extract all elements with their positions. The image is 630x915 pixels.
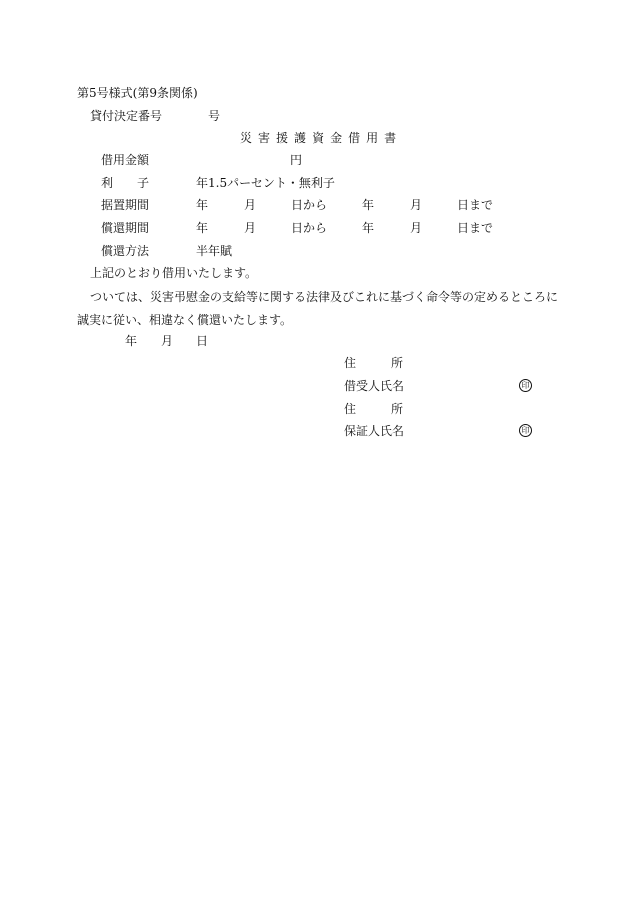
title-char: 書 bbox=[384, 131, 397, 145]
body-line-3: 誠実に従い、相違なく償還いたします。 bbox=[77, 313, 293, 327]
repayment-method-value: 半年賦 bbox=[196, 244, 233, 258]
date-year: 年 bbox=[125, 334, 138, 348]
title-char: 金 bbox=[330, 131, 343, 145]
body-line-1: 上記のとおり借用いたします。 bbox=[90, 266, 258, 280]
borrower-address-label-b: 所 bbox=[391, 356, 404, 370]
repayment-day-until: 日まで bbox=[457, 221, 494, 235]
loan-number-suffix: 号 bbox=[208, 109, 221, 123]
title-char: 援 bbox=[276, 131, 289, 145]
guarantor-address-label-b: 所 bbox=[391, 402, 404, 416]
borrower-seal-icon: 印 bbox=[519, 379, 532, 392]
deferment-year-2: 年 bbox=[362, 198, 375, 212]
title-char: 借 bbox=[348, 131, 361, 145]
interest-value: 年1.5パーセント・無利子 bbox=[196, 176, 335, 190]
repayment-month-2: 月 bbox=[410, 221, 423, 235]
title-char: 害 bbox=[258, 131, 271, 145]
repayment-day-from: 日から bbox=[291, 221, 328, 235]
deferment-day-until: 日まで bbox=[457, 198, 494, 212]
repayment-month-1: 月 bbox=[244, 221, 257, 235]
deferment-year-1: 年 bbox=[196, 198, 209, 212]
title-char: 護 bbox=[294, 131, 307, 145]
guarantor-name-label: 保証人氏名 bbox=[344, 424, 405, 438]
borrower-address-label-a: 住 bbox=[344, 356, 357, 370]
form-number: 第5号様式(第9条関係) bbox=[77, 86, 198, 100]
deferment-label: 据置期間 bbox=[101, 198, 150, 212]
interest-label-a: 利 bbox=[101, 176, 114, 190]
date-day: 日 bbox=[196, 334, 209, 348]
title-char: 用 bbox=[366, 131, 379, 145]
repayment-year-1: 年 bbox=[196, 221, 209, 235]
date-month: 月 bbox=[161, 334, 174, 348]
deferment-month-2: 月 bbox=[410, 198, 423, 212]
repayment-year-2: 年 bbox=[362, 221, 375, 235]
guarantor-seal-icon: 印 bbox=[519, 424, 532, 437]
guarantor-address-label-a: 住 bbox=[344, 402, 357, 416]
deferment-month-1: 月 bbox=[244, 198, 257, 212]
interest-label-b: 子 bbox=[137, 176, 150, 190]
borrower-name-label: 借受人氏名 bbox=[344, 379, 405, 393]
deferment-day-from: 日から bbox=[291, 198, 328, 212]
title-char: 災 bbox=[240, 131, 253, 145]
title-char: 資 bbox=[312, 131, 325, 145]
amount-unit: 円 bbox=[290, 153, 303, 167]
body-line-2: ついては、災害弔慰金の支給等に関する法律及びこれに基づく命令等の定めるところに bbox=[90, 290, 559, 304]
loan-number-label: 貸付決定番号 bbox=[90, 109, 163, 123]
repayment-method-label: 償還方法 bbox=[101, 244, 150, 258]
document-title bbox=[240, 131, 396, 145]
amount-label: 借用金額 bbox=[101, 153, 150, 167]
repayment-period-label: 償還期間 bbox=[101, 221, 150, 235]
